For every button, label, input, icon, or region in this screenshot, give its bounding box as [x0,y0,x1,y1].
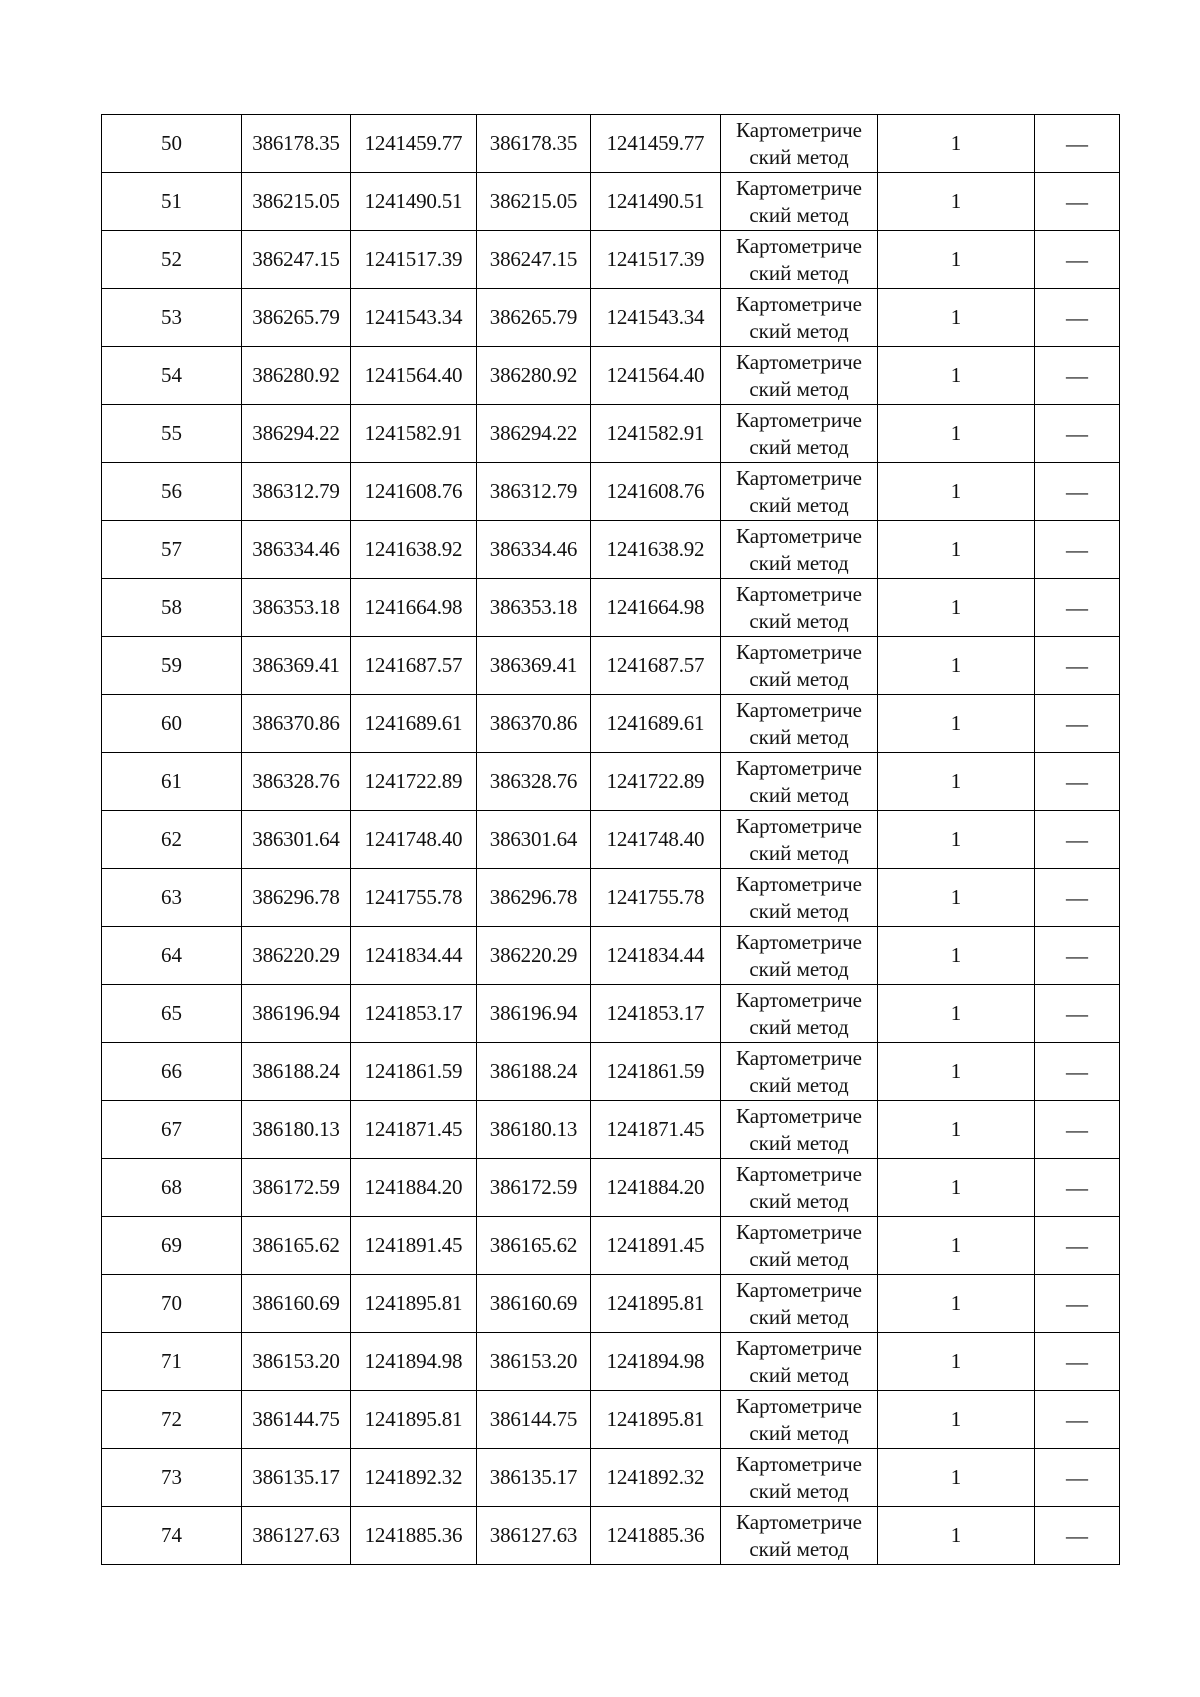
x-existing-cell: 386280.92 [242,347,351,405]
accuracy-cell: 1 [878,231,1035,289]
method-text-line2: ский метод [749,1246,849,1271]
x-refined-cell: 386160.69 [477,1275,591,1333]
y-refined-cell: 1241871.45 [591,1101,721,1159]
note-cell: — [1035,1333,1120,1391]
y-existing-cell: 1241582.91 [351,405,477,463]
y-existing-cell: 1241722.89 [351,753,477,811]
note-cell: — [1035,115,1120,173]
accuracy-cell: 1 [878,811,1035,869]
method-cell [721,579,878,637]
y-existing-cell: 1241834.44 [351,927,477,985]
method-cell [721,1101,878,1159]
method-text-line1: Картометриче [736,1451,862,1476]
method-text-line1: Картометриче [736,1509,862,1534]
point-number-cell: 50 [102,115,242,173]
accuracy-cell: 1 [878,579,1035,637]
point-number-cell: 60 [102,695,242,753]
accuracy-cell: 1 [878,1101,1035,1159]
coordinates-table [101,114,1120,1565]
method-text-line2: ский метод [749,318,849,343]
table-row [102,1391,1120,1449]
x-refined-cell: 386127.63 [477,1507,591,1565]
y-refined-cell: 1241834.44 [591,927,721,985]
note-cell: — [1035,1159,1120,1217]
accuracy-cell: 1 [878,1275,1035,1333]
method-text-line2: ский метод [749,1304,849,1329]
method-cell [721,1275,878,1333]
accuracy-cell: 1 [878,1217,1035,1275]
table-row [102,985,1120,1043]
accuracy-cell: 1 [878,463,1035,521]
method-text-line2: ский метод [749,608,849,633]
y-existing-cell: 1241638.92 [351,521,477,579]
x-existing-cell: 386215.05 [242,173,351,231]
point-number-cell: 53 [102,289,242,347]
y-existing-cell: 1241564.40 [351,347,477,405]
point-number-cell: 69 [102,1217,242,1275]
note-cell: — [1035,173,1120,231]
method-text-line1: Картометриче [736,1219,862,1244]
method-cell [721,231,878,289]
method-cell [721,927,878,985]
y-refined-cell: 1241885.36 [591,1507,721,1565]
y-refined-cell: 1241608.76 [591,463,721,521]
method-text-line1: Картометриче [736,1393,862,1418]
accuracy-cell: 1 [878,1043,1035,1101]
y-refined-cell: 1241892.32 [591,1449,721,1507]
accuracy-cell: 1 [878,1333,1035,1391]
table-row [102,927,1120,985]
y-refined-cell: 1241664.98 [591,579,721,637]
accuracy-cell: 1 [878,521,1035,579]
accuracy-cell: 1 [878,927,1035,985]
method-text-line2: ский метод [749,1130,849,1155]
y-refined-cell: 1241894.98 [591,1333,721,1391]
method-cell [721,1159,878,1217]
note-cell: — [1035,985,1120,1043]
method-text-line2: ский метод [749,376,849,401]
x-existing-cell: 386144.75 [242,1391,351,1449]
y-existing-cell: 1241885.36 [351,1507,477,1565]
note-cell: — [1035,695,1120,753]
y-refined-cell: 1241687.57 [591,637,721,695]
note-cell: — [1035,1043,1120,1101]
y-existing-cell: 1241543.34 [351,289,477,347]
accuracy-cell: 1 [878,869,1035,927]
point-number-cell: 71 [102,1333,242,1391]
y-existing-cell: 1241892.32 [351,1449,477,1507]
method-text-line2: ский метод [749,1536,849,1561]
x-existing-cell: 386153.20 [242,1333,351,1391]
method-cell [721,1333,878,1391]
method-text-line1: Картометриче [736,1045,862,1070]
method-text-line1: Картометриче [736,987,862,1012]
note-cell: — [1035,1101,1120,1159]
note-cell: — [1035,1449,1120,1507]
method-text-line1: Картометриче [736,755,862,780]
method-text-line1: Картометриче [736,465,862,490]
y-existing-cell: 1241459.77 [351,115,477,173]
point-number-cell: 57 [102,521,242,579]
accuracy-cell: 1 [878,115,1035,173]
y-existing-cell: 1241517.39 [351,231,477,289]
x-refined-cell: 386215.05 [477,173,591,231]
accuracy-cell: 1 [878,695,1035,753]
y-existing-cell: 1241891.45 [351,1217,477,1275]
method-cell [721,869,878,927]
x-existing-cell: 386165.62 [242,1217,351,1275]
method-text-line1: Картометриче [736,349,862,374]
table-row [102,231,1120,289]
x-existing-cell: 386196.94 [242,985,351,1043]
note-cell: — [1035,405,1120,463]
method-text-line1: Картометриче [736,1103,862,1128]
x-existing-cell: 386247.15 [242,231,351,289]
y-refined-cell: 1241517.39 [591,231,721,289]
y-existing-cell: 1241853.17 [351,985,477,1043]
method-text-line2: ский метод [749,724,849,749]
x-refined-cell: 386312.79 [477,463,591,521]
table-row [102,695,1120,753]
method-text-line1: Картометриче [736,523,862,548]
point-number-cell: 55 [102,405,242,463]
y-existing-cell: 1241490.51 [351,173,477,231]
point-number-cell: 58 [102,579,242,637]
y-refined-cell: 1241459.77 [591,115,721,173]
x-existing-cell: 386294.22 [242,405,351,463]
point-number-cell: 65 [102,985,242,1043]
table-row [102,1449,1120,1507]
accuracy-cell: 1 [878,985,1035,1043]
x-refined-cell: 386178.35 [477,115,591,173]
note-cell: — [1035,231,1120,289]
method-cell [721,1217,878,1275]
table-row [102,1043,1120,1101]
note-cell: — [1035,927,1120,985]
method-cell [721,695,878,753]
x-refined-cell: 386188.24 [477,1043,591,1101]
x-existing-cell: 386370.86 [242,695,351,753]
table-row [102,115,1120,173]
method-text-line2: ский метод [749,1420,849,1445]
x-refined-cell: 386144.75 [477,1391,591,1449]
accuracy-cell: 1 [878,1507,1035,1565]
x-existing-cell: 386135.17 [242,1449,351,1507]
x-refined-cell: 386196.94 [477,985,591,1043]
method-text-line2: ский метод [749,1014,849,1039]
x-refined-cell: 386172.59 [477,1159,591,1217]
y-existing-cell: 1241894.98 [351,1333,477,1391]
method-text-line2: ский метод [749,260,849,285]
method-cell [721,811,878,869]
point-number-cell: 64 [102,927,242,985]
x-refined-cell: 386301.64 [477,811,591,869]
point-number-cell: 66 [102,1043,242,1101]
table-row [102,869,1120,927]
method-text-line1: Картометриче [736,581,862,606]
x-refined-cell: 386280.92 [477,347,591,405]
table-row [102,637,1120,695]
method-text-line1: Картометриче [736,1161,862,1186]
y-refined-cell: 1241748.40 [591,811,721,869]
note-cell: — [1035,753,1120,811]
point-number-cell: 52 [102,231,242,289]
y-refined-cell: 1241490.51 [591,173,721,231]
accuracy-cell: 1 [878,347,1035,405]
method-cell [721,985,878,1043]
x-refined-cell: 386369.41 [477,637,591,695]
y-refined-cell: 1241689.61 [591,695,721,753]
note-cell: — [1035,1217,1120,1275]
note-cell: — [1035,1507,1120,1565]
x-refined-cell: 386296.78 [477,869,591,927]
note-cell: — [1035,811,1120,869]
point-number-cell: 73 [102,1449,242,1507]
note-cell: — [1035,521,1120,579]
note-cell: — [1035,289,1120,347]
point-number-cell: 61 [102,753,242,811]
accuracy-cell: 1 [878,1391,1035,1449]
y-refined-cell: 1241582.91 [591,405,721,463]
table-row [102,289,1120,347]
accuracy-cell: 1 [878,289,1035,347]
table-row [102,811,1120,869]
method-cell [721,1391,878,1449]
x-refined-cell: 386153.20 [477,1333,591,1391]
point-number-cell: 67 [102,1101,242,1159]
method-cell [721,1507,878,1565]
y-refined-cell: 1241722.89 [591,753,721,811]
accuracy-cell: 1 [878,1159,1035,1217]
x-existing-cell: 386127.63 [242,1507,351,1565]
y-existing-cell: 1241861.59 [351,1043,477,1101]
y-existing-cell: 1241884.20 [351,1159,477,1217]
table-row [102,347,1120,405]
x-existing-cell: 386188.24 [242,1043,351,1101]
point-number-cell: 70 [102,1275,242,1333]
table-row [102,463,1120,521]
method-text-line2: ский метод [749,1188,849,1213]
table-row [102,173,1120,231]
method-text-line1: Картометриче [736,929,862,954]
x-existing-cell: 386265.79 [242,289,351,347]
table-row [102,405,1120,463]
point-number-cell: 56 [102,463,242,521]
accuracy-cell: 1 [878,173,1035,231]
method-cell [721,289,878,347]
method-cell [721,173,878,231]
point-number-cell: 62 [102,811,242,869]
method-cell [721,405,878,463]
table-row [102,753,1120,811]
x-existing-cell: 386172.59 [242,1159,351,1217]
method-text-line1: Картометриче [736,1277,862,1302]
y-refined-cell: 1241564.40 [591,347,721,405]
point-number-cell: 54 [102,347,242,405]
x-refined-cell: 386353.18 [477,579,591,637]
method-text-line2: ский метод [749,666,849,691]
method-text-line2: ский метод [749,840,849,865]
x-refined-cell: 386370.86 [477,695,591,753]
method-cell [721,753,878,811]
table-row [102,1333,1120,1391]
x-existing-cell: 386312.79 [242,463,351,521]
x-refined-cell: 386220.29 [477,927,591,985]
x-existing-cell: 386369.41 [242,637,351,695]
x-refined-cell: 386180.13 [477,1101,591,1159]
method-text-line2: ский метод [749,202,849,227]
y-existing-cell: 1241664.98 [351,579,477,637]
y-refined-cell: 1241891.45 [591,1217,721,1275]
accuracy-cell: 1 [878,1449,1035,1507]
method-text-line1: Картометриче [736,117,862,142]
y-existing-cell: 1241689.61 [351,695,477,753]
x-refined-cell: 386265.79 [477,289,591,347]
method-text-line1: Картометриче [736,291,862,316]
method-text-line1: Картометриче [736,407,862,432]
method-cell [721,347,878,405]
note-cell: — [1035,463,1120,521]
y-refined-cell: 1241853.17 [591,985,721,1043]
x-existing-cell: 386353.18 [242,579,351,637]
method-text-line2: ский метод [749,434,849,459]
x-refined-cell: 386294.22 [477,405,591,463]
note-cell: — [1035,579,1120,637]
method-text-line1: Картометриче [736,871,862,896]
method-text-line1: Картометриче [736,639,862,664]
y-existing-cell: 1241895.81 [351,1275,477,1333]
x-existing-cell: 386180.13 [242,1101,351,1159]
y-refined-cell: 1241755.78 [591,869,721,927]
x-existing-cell: 386328.76 [242,753,351,811]
y-existing-cell: 1241895.81 [351,1391,477,1449]
x-existing-cell: 386160.69 [242,1275,351,1333]
point-number-cell: 63 [102,869,242,927]
method-text-line1: Картометриче [736,813,862,838]
x-refined-cell: 386334.46 [477,521,591,579]
method-text-line1: Картометриче [736,233,862,258]
y-refined-cell: 1241884.20 [591,1159,721,1217]
table-row [102,1159,1120,1217]
method-text-line2: ский метод [749,1362,849,1387]
method-text-line2: ский метод [749,144,849,169]
table-row [102,1275,1120,1333]
method-text-line1: Картометриче [736,697,862,722]
method-text-line2: ский метод [749,956,849,981]
method-text-line1: Картометриче [736,175,862,200]
method-cell [721,1043,878,1101]
y-existing-cell: 1241755.78 [351,869,477,927]
method-cell [721,521,878,579]
method-text-line2: ский метод [749,1072,849,1097]
method-text-line2: ский метод [749,782,849,807]
x-existing-cell: 386301.64 [242,811,351,869]
method-text-line1: Картометриче [736,1335,862,1360]
note-cell: — [1035,637,1120,695]
table-row [102,521,1120,579]
y-refined-cell: 1241543.34 [591,289,721,347]
note-cell: — [1035,869,1120,927]
table-row [102,1217,1120,1275]
x-existing-cell: 386296.78 [242,869,351,927]
note-cell: — [1035,1391,1120,1449]
method-cell [721,463,878,521]
method-text-line2: ский метод [749,898,849,923]
point-number-cell: 51 [102,173,242,231]
x-refined-cell: 386328.76 [477,753,591,811]
y-refined-cell: 1241638.92 [591,521,721,579]
point-number-cell: 74 [102,1507,242,1565]
table-body [102,115,1120,1565]
table-row [102,1101,1120,1159]
note-cell: — [1035,347,1120,405]
method-cell [721,1449,878,1507]
y-refined-cell: 1241895.81 [591,1275,721,1333]
point-number-cell: 59 [102,637,242,695]
y-existing-cell: 1241608.76 [351,463,477,521]
method-cell [721,637,878,695]
accuracy-cell: 1 [878,405,1035,463]
method-text-line2: ский метод [749,492,849,517]
method-text-line2: ский метод [749,550,849,575]
x-refined-cell: 386165.62 [477,1217,591,1275]
point-number-cell: 72 [102,1391,242,1449]
method-cell [721,115,878,173]
table-row [102,579,1120,637]
method-text-line2: ский метод [749,1478,849,1503]
accuracy-cell: 1 [878,753,1035,811]
y-existing-cell: 1241687.57 [351,637,477,695]
table-row [102,1507,1120,1565]
x-existing-cell: 386178.35 [242,115,351,173]
x-existing-cell: 386220.29 [242,927,351,985]
note-cell: — [1035,1275,1120,1333]
point-number-cell: 68 [102,1159,242,1217]
y-refined-cell: 1241861.59 [591,1043,721,1101]
x-refined-cell: 386135.17 [477,1449,591,1507]
accuracy-cell: 1 [878,637,1035,695]
y-existing-cell: 1241748.40 [351,811,477,869]
x-existing-cell: 386334.46 [242,521,351,579]
x-refined-cell: 386247.15 [477,231,591,289]
y-existing-cell: 1241871.45 [351,1101,477,1159]
y-refined-cell: 1241895.81 [591,1391,721,1449]
